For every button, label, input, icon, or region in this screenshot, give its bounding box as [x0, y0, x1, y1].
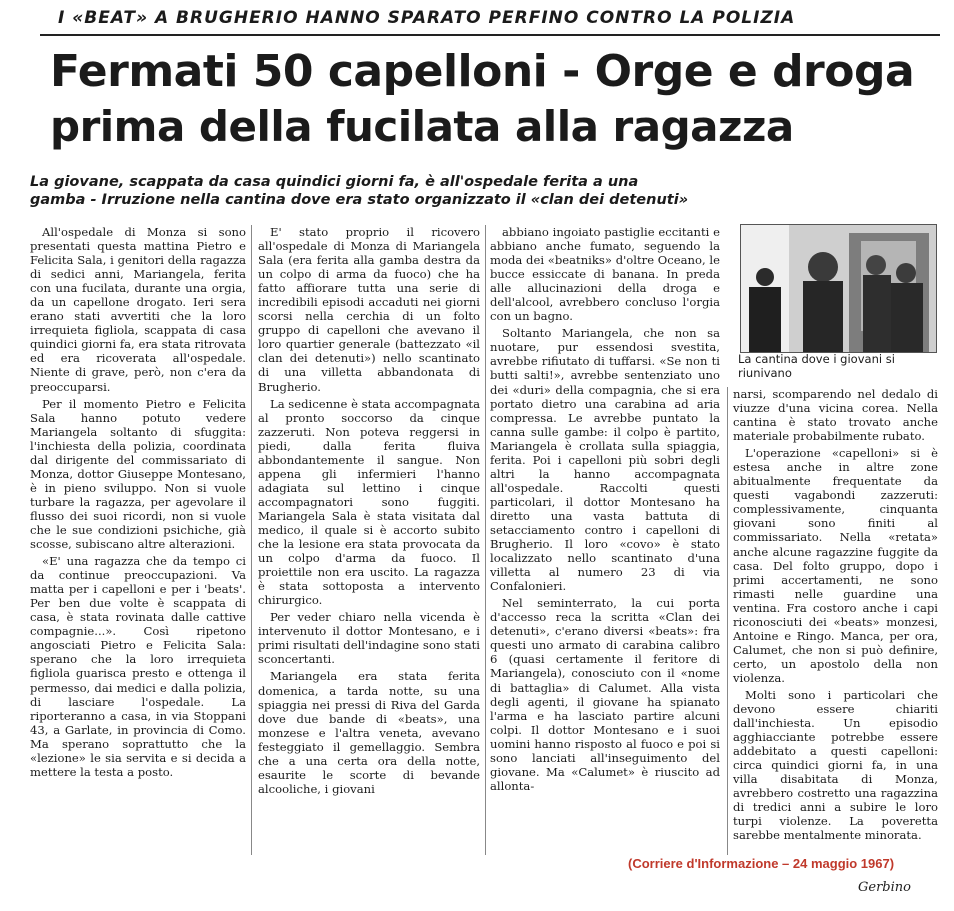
deck — [30, 173, 935, 209]
paragraph: «E' una ragazza che da tempo ci da continue preoccupazioni. Va matta per i capelloni e per i 'beats'. Per ben due volte è scappata di casa, è stata rovinata dalle cattive compagnie...». Così ripetono angosciati Pietro e Felicita Sala: sperano che la loro irrequieta figliola guarisca presto e ottenga il permesso, dai medici e dalla polizia, di lasciare l'ospedale. La riporteranno a casa, in via Stoppani 43, a Garlate, in provincia di Como. Ma sperano soprattutto che la «lezione» le sia servita e si decida a mettere la testa a posto. — [30, 554, 246, 779]
column-3 — [490, 225, 720, 796]
headline-line-2: prima della fucilata alla ragazza — [50, 102, 794, 151]
paragraph: E' stato proprio il ricovero all'ospedale di Monza di Mariangela Sala (era ferita alla gamba destra da un colpo di arma da fuoco) che ha fatto affiorare tutta una serie di incredibili episodi accaduti nei giorni scorsi nella cerchia di un folto gruppo di capelloni che avevano il loro quartier generale (battezzato «il clan dei detenuti») nello scantinato di una villetta abbandonata di Brugherio. — [258, 225, 480, 394]
paragraph: All'ospedale di Monza si sono presentati questa mattina Pietro e Felicita Sala, i genitori della ragazza di sedici anni, Mariangela, ferita con una fucilata, durante una orgia, da un capellone drogato. Ieri sera erano stati avvertiti che la loro irrequieta figliola, scappata di casa quindici giorni fa, era stata ritrovata ed era ricoverata all'ospedale. Niente di grave, però, non c'era da preoccuparsi. — [30, 225, 246, 394]
column-1 — [30, 225, 246, 782]
kicker-rule — [40, 34, 940, 36]
paragraph: narsi, scomparendo nel dedalo di viuzze d'una vicina corea. Nella cantina è stato trovato anche materiale probabilmente rubato. — [733, 387, 938, 444]
column-divider — [727, 387, 728, 855]
column-divider — [251, 225, 252, 855]
paragraph: Per veder chiaro nella vicenda è intervenuto il dottor Montesano, e i primi risultati dell'indagine sono stati sconcertanti. — [258, 610, 480, 667]
photo-caption: La cantina dove i giovani si riunivano — [738, 352, 895, 380]
paragraph: La sedicenne è stata accompagnata al pronto soccorso da cinque zazzeruti. Non poteva reggersi in piedi, dalla ferita fluiva abbondantemente il sangue. Non appena gli infermieri l'hanno adagiata sul lettino i cinque accompagnatori sono fuggiti. Mariangela Sala è stata visitata dal medico, il quale si è accorto subito che la lesione era stata provocata da un colpo d'arma da fuoco. Il proiettile non era uscito. La ragazza è stata sottoposta a intervento chirurgico. — [258, 396, 480, 608]
paragraph: Molti sono i particolari che devono essere chiariti dall'inchiesta. Un episodio agghiacciante potrebbe essere addebitato a questi capelloni: circa quindici giorni fa, in una villa disabitata di Monza, avrebbero costretto una ragazzina di tredici anni a subire le loro turpi violenze. La poveretta sarebbe mentalmente minorata. — [733, 687, 938, 843]
source-credit: (Corriere d'Informazione – 24 maggio 1967) — [628, 856, 895, 871]
cellar-photo — [740, 224, 937, 353]
deck-line-1: La giovane, scappata da casa quindici giorni fa, è all'ospedale ferita a una — [30, 174, 639, 190]
signature: Gerbino — [858, 880, 911, 895]
deck-line-2: gamba - Irruzione nella cantina dove era stato organizzato il «clan dei detenuti» — [30, 192, 689, 208]
column-4 — [733, 387, 938, 846]
photo-illustration — [741, 225, 936, 352]
paragraph: Nel seminterrato, la cui porta d'accesso reca la scritta «Clan dei detenuti», c'erano diversi «beats»: fra questi uno armato di carabina calibro 6 (quasi certamente il feritore di Mariangela), conosciuto con il «nome di battaglia» di Calumet. Alla vista degli agenti, il giovane ha spianato l'arma e ha lasciato partire alcuni colpi. Il dottor Montesano e i suoi uomini hanno risposto al fuoco e poi si sono lanciati all'inseguimento del giovane. Ma «Calumet» è riuscito ad allonta- — [490, 596, 720, 793]
paragraph: Mariangela era stata ferita domenica, a tarda notte, su una spiaggia nei pressi di Riva del Garda dove due bande di «beats», una monzese e l'altra veneta, avevano festeggiato il gemellaggio. Sembra che a una certa ora della notte, esaurite le scorte di bevande alcooliche, i giovani — [258, 669, 480, 796]
kicker: I «BEAT» A BRUGHERIO HANNO SPARATO PERFINO CONTRO LA POLIZIA — [58, 8, 796, 28]
paragraph: Per il momento Pietro e Felicita Sala hanno potuto vedere Mariangela soltanto di sfuggita: l'inchiesta della polizia, coordinata dal dirigente del commissariato di Monza, dottor Giuseppe Montesano, è in pieno sviluppo. Non si vuole turbare la ragazza, per agevolare il flusso dei suoi ricordi, non si vuole che le sue condizioni psichiche, già scosse, subiscano altre alterazioni. — [30, 396, 246, 552]
paragraph: abbiano ingoiato pastiglie eccitanti e abbiano anche fumato, seguendo la moda dei «beatniks» d'oltre Oceano, le bucce essiccate di banana. In preda alle allucinazioni della droga e dell'alcool, avrebbero concluso l'orgia con un bagno. — [490, 225, 720, 324]
column-2 — [258, 225, 480, 799]
paragraph: Soltanto Mariangela, che non sa nuotare, pur essendosi svestita, avrebbe rifiutato di tuffarsi. «Se non ti butti salti!», avrebbe sentenziato uno dei «duri» della compagnia, che si era portato dietro una carabina ad aria compressa. Le avrebbe puntato la canna sulle gambe: il colpo è partito, Mariangela è crollata sulla spiaggia, ferita. Poi i capelloni più sobri degli altri la hanno accompagnata all'ospedale. Raccolti questi particolari, il dottor Montesano ha diretto una vasta battuta di setacciamento contro i capelloni di Brugherio. Il loro «covo» è stato localizzato nello scantinato d'una villetta al numero 23 di via Confalonieri. — [490, 326, 720, 594]
headline-line-1: Fermati 50 capelloni - Orge e droga — [50, 46, 915, 97]
column-divider — [485, 225, 486, 855]
paragraph: L'operazione «capelloni» si è estesa anche in altre zone abitualmente frequentate da questi vagabondi zazzeruti: complessivamente, cinquanta giovani sono finiti al commissariato. Nella «retata» anche alcune ragazzine fuggite da casa. Del folto gruppo, dopo i primi accertamenti, ne sono rimasti nelle guardine una ventina. Fra costoro anche i capi riconosciuti dei «beats» monzesi, Antoine e Ringo. Manca, per ora, Calumet, che non si può definire, certo, un apostolo della non violenza. — [733, 446, 938, 685]
